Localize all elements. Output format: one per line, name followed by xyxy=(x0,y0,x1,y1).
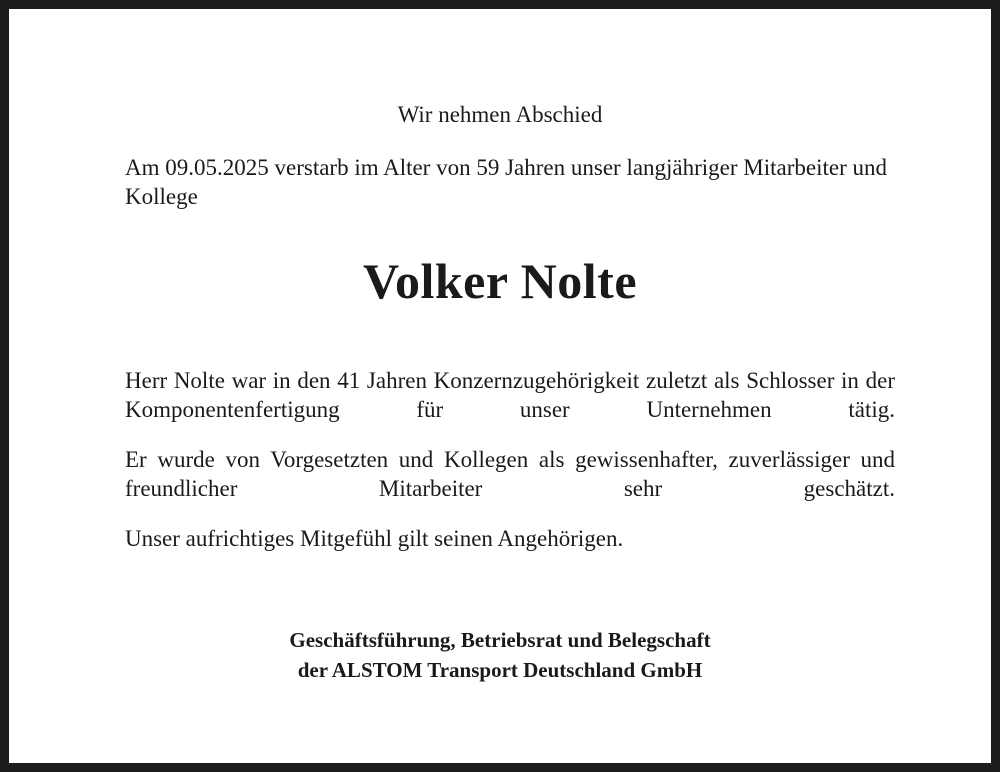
career-paragraph: Herr Nolte war in den 41 Jahren Konzernzugehörigkeit zuletzt als Schlosser in der Komponentenfertigung für unser Unternehmen tätig. xyxy=(125,368,895,422)
appreciation-paragraph: Er wurde von Vorgesetzten und Kollegen als gewissenhafter, zuverlässiger und freundlicher Mitarbeiter sehr geschätzt. xyxy=(125,447,895,501)
condolence-paragraph: Unser aufrichtiges Mitgefühl gilt seinen Angehörigen. xyxy=(125,526,624,551)
deceased-name: Volker Nolte xyxy=(362,253,638,309)
signature-line-2: der ALSTOM Transport Deutschland GmbH xyxy=(297,658,703,682)
notice-heading: Wir nehmen Abschied xyxy=(397,102,603,127)
intro-text: Am 09.05.2025 verstarb im Alter von 59 Jahren unser langjähriger Mitarbeiter und Kollege xyxy=(125,155,888,209)
signature-line-1: Geschäftsführung, Betriebsrat und Belegschaft xyxy=(289,628,711,652)
